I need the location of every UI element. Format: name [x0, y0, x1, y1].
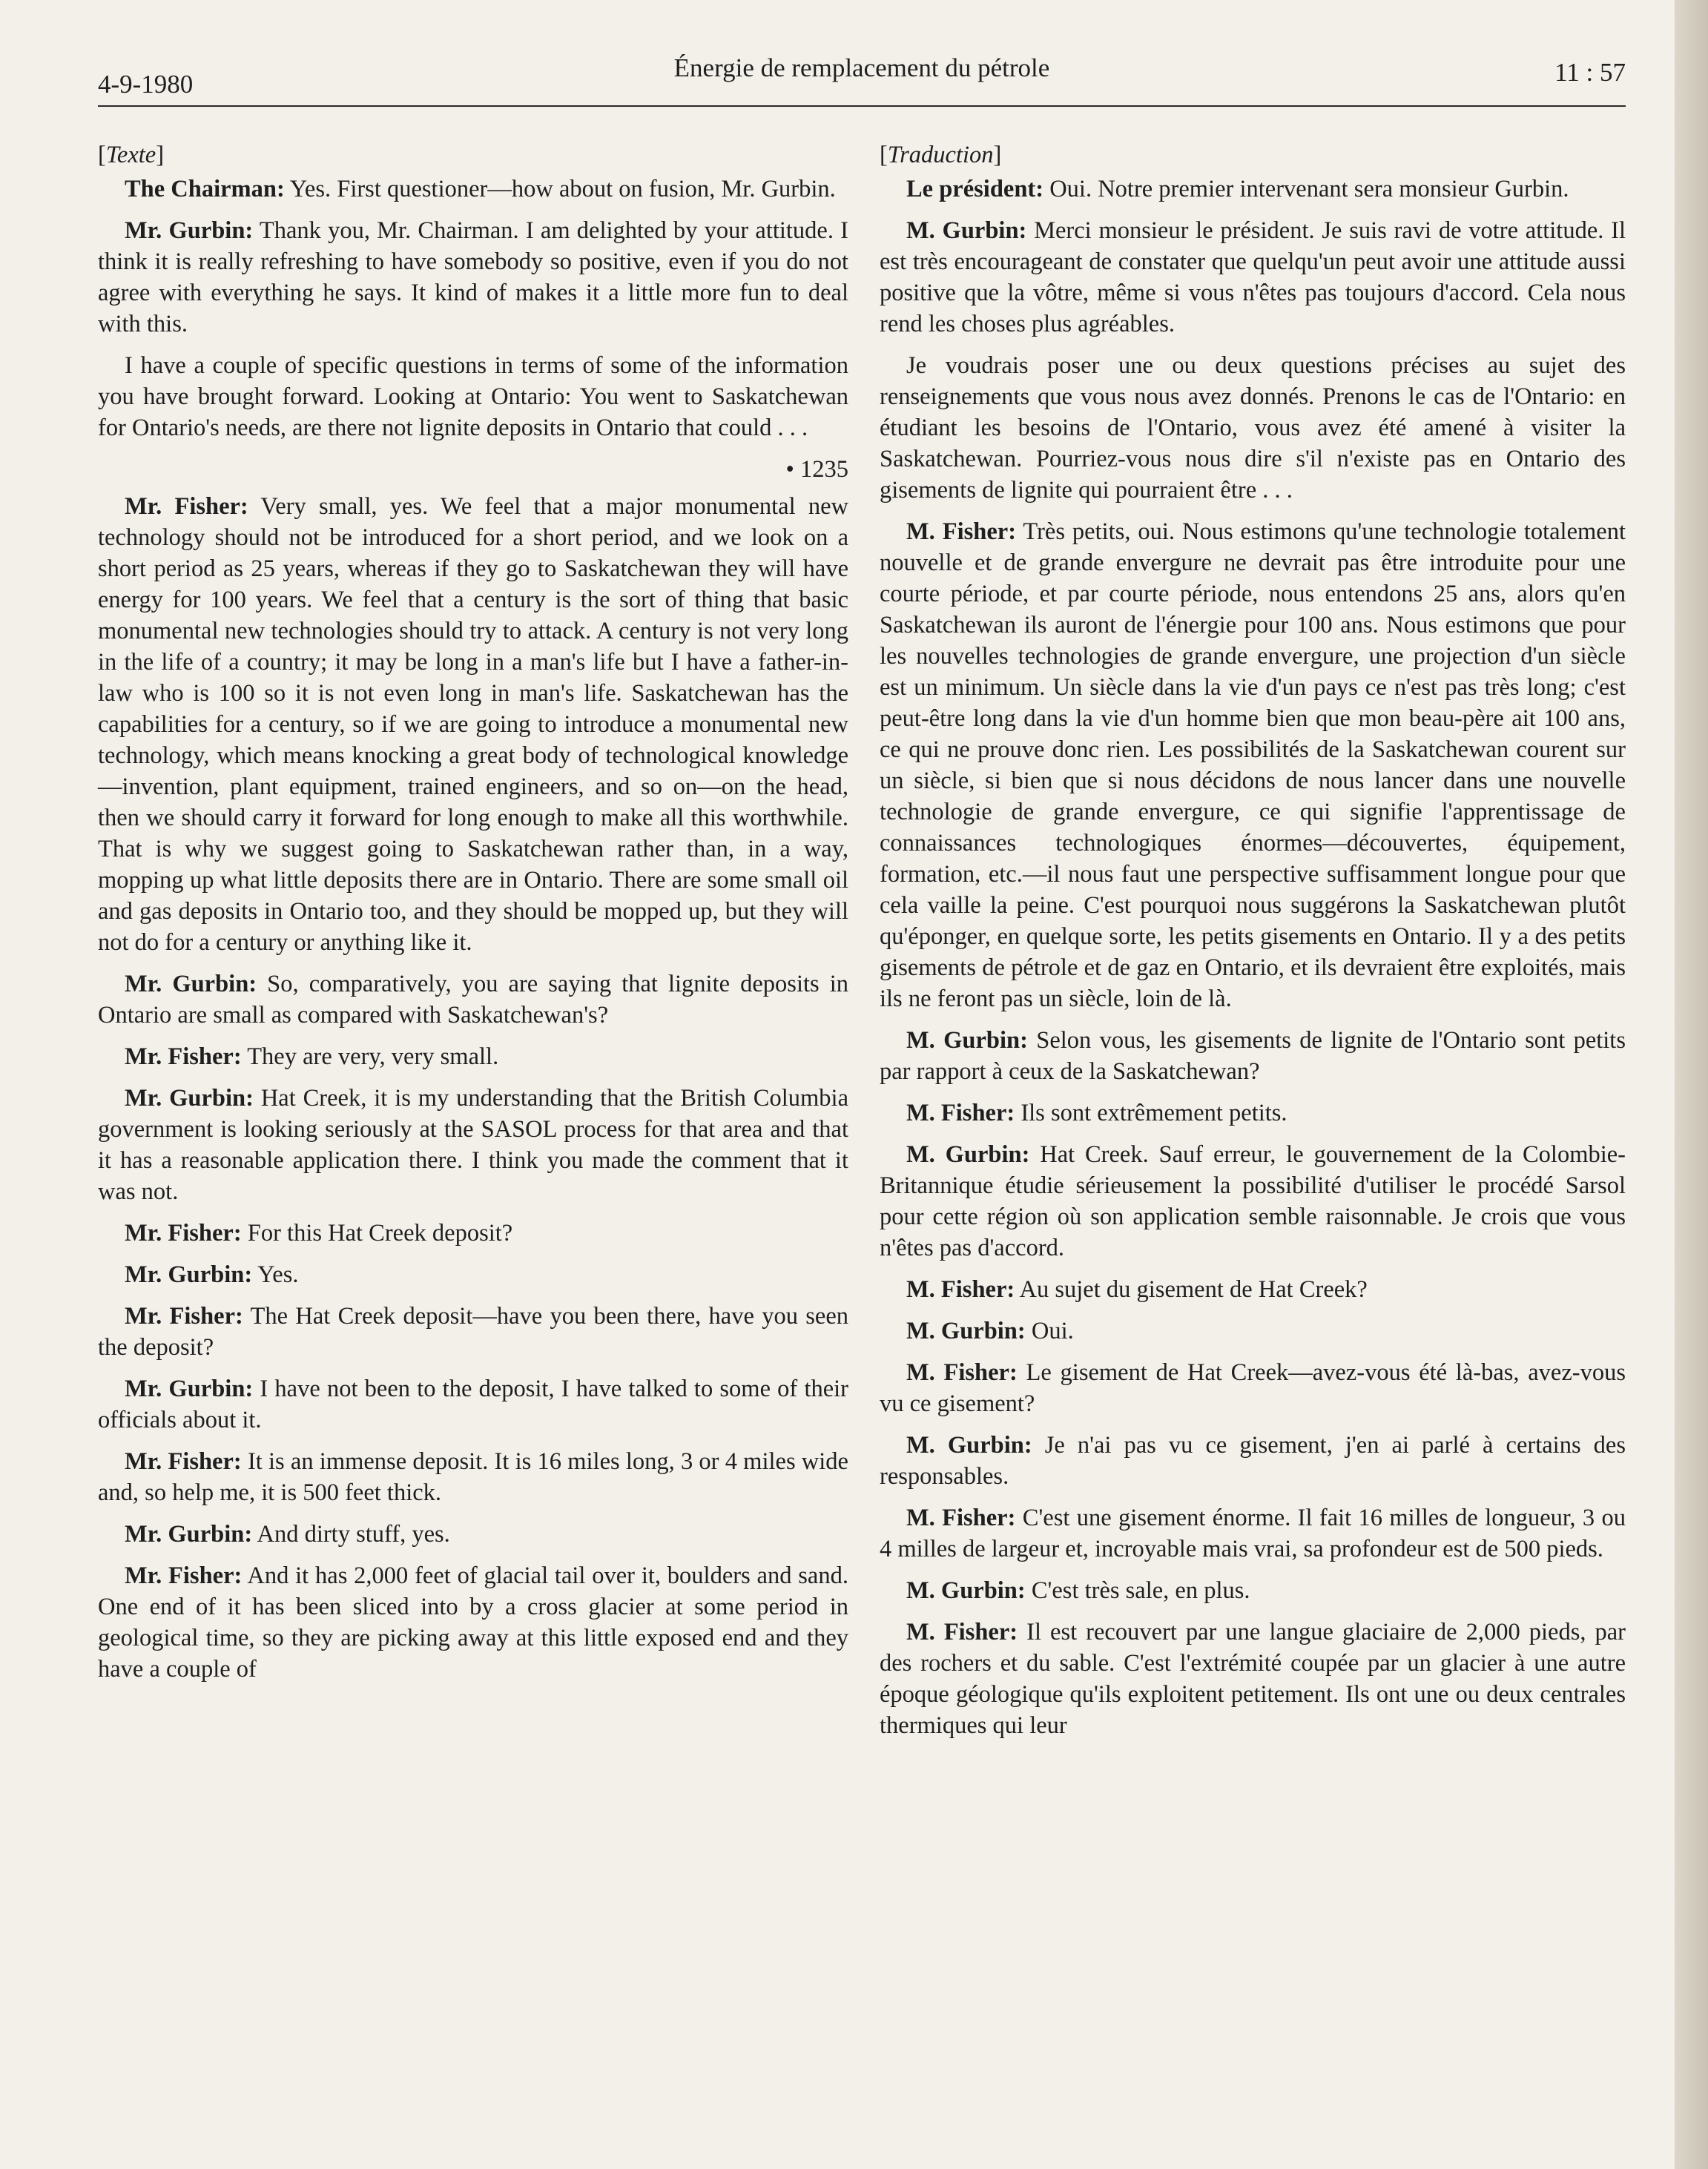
paragraph: I have a couple of specific questions in terms of some of the information you have brought forward. Looking at Ontario: You went to Saskatchewan for Ontario's needs, are there not lignite deposits in Ontario that could . . .	[98, 352, 848, 441]
paragraph: M. Fisher: Au sujet du gisement de Hat Creek?	[906, 1276, 1368, 1303]
paragraph: M. Fisher: Très petits, oui. Nous estimons qu'une technologie totalement nouvelle et de grande envergure ne devrait pas être introduite pour une courte période, et par courte période, nous entendons 25 ans, alors qu'en Saskatchewan ils auront de l'énergie pour 100 ans. Nous estimons que pour les nouvelles technologies de grande envergure, une projection d'un siècle est un minimum. Un siècle dans la vie d'un pays ce n'est pas très long; c'est peut-être long dans la vie d'un homme bien que mon beau-père ait 100 ans, ce qui ne prouve donc rien. Les possibilités de la Saskatchewan courent sur un siècle, si bien que si nous décidons de nous lancer dans une nouvelle technologie de grande envergure, ce qui signifie l'apprentissage de connaissances technologiques énormes—découvertes, équipement, formation, etc.—il nous faut une perspective suffisamment longue pour que cela vaille la peine. C'est pourquoi nous suggérons la Saskatchewan plutôt qu'éponger, en quelque sorte, les petits gisements en Ontario. Il y a des petits gisements de pétrole et de gaz en Ontario, et ils devraient être exploités, mais ils ne feront pas un siècle, loin de là.	[880, 518, 1626, 1012]
paragraph: Mr. Fisher: For this Hat Creek deposit?	[125, 1220, 513, 1247]
paragraph: Le président: Oui. Notre premier intervenant sera monsieur Gurbin.	[906, 176, 1569, 202]
paragraph: Mr. Fisher: Very small, yes. We feel that a major monumental new technology should not be introduced for a short period, and we look on a short period as 25 years, whereas if they go to Saskatchewan they will have energy for 100 years. We feel that a century is the sort of thing that basic monumental new technologies should try to attack. A century is not very long in the life of a country; it may be long in a man's life but I have a father-in-law who is 100 so it is not even long in man's life. Saskatchewan has the capabilities for a century, so if we are going to introduce a monumental new technology, which means knocking a great body of technological knowledge—invention, plant equipment, trained engineers, and so on—on the head, then we should carry it forward for long enough to make all this worthwhile. That is why we suggest going to Saskatchewan rather than, in a way, mopping up what little deposits there are in Ontario. There are some small oil and gas deposits in Ontario too, and they should be mopped up, but they will not do for a century or anything like it.	[98, 493, 848, 956]
header-date: 4-9-1980	[98, 70, 194, 99]
paragraph: Mr. Gurbin: So, comparatively, you are saying that lignite deposits in Ontario are small as compared with Saskatchewan's?	[98, 971, 849, 1029]
paragraph: M. Fisher: C'est une gisement énorme. Il fait 16 milles de longueur, 3 ou 4 milles de largeur et, incroyable mais vrai, sa profondeur est de 500 pieds.	[880, 1505, 1626, 1562]
french-paragraphs	[880, 174, 1626, 1741]
paragraph: M. Gurbin: Merci monsieur le président. Je suis ravi de votre attitude. Il est très encourageant de constater que quelqu'un peut avoir une attitude aussi positive que la vôtre, même si vous n'êtes pas toujours d'accord. Cela nous rend les choses plus agréables.	[880, 217, 1626, 337]
paragraph: M. Fisher: Il est recouvert par une langue glaciaire de 2,000 pieds, par des rochers et du sable. C'est l'extrémité coupée par un glacier à une autre époque géologique qu'ils exploitent petitement. Ils ont une ou deux centrales thermiques qui leur	[880, 1619, 1626, 1739]
page-edge	[1675, 0, 1708, 2169]
paragraph: M. Gurbin: Hat Creek. Sauf erreur, le gouvernement de la Colombie-Britannique étudie sérieusement la possibilité d'utiliser le procédé Sarsol pour cette région où son application semble raisonnable. Je crois que vous n'êtes pas d'accord.	[880, 1141, 1626, 1261]
paragraph: Mr. Gurbin: Yes.	[125, 1261, 299, 1288]
paragraph: Mr. Gurbin: And dirty stuff, yes.	[125, 1521, 450, 1548]
french-column	[880, 139, 1626, 1752]
paragraph: Je voudrais poser une ou deux questions précises au sujet des renseignements que vous nous avez donnés. Prenons le cas de l'Ontario: en étudiant les besoins de l'Ontario, vous avez été amené à visiter la Saskatchewan. Pourriez-vous nous dire s'il n'existe pas en Ontario des gisements de lignite qui pourraient être . . .	[880, 352, 1626, 504]
english-paragraphs-part-2	[98, 491, 848, 1685]
paragraph: M. Gurbin: Selon vous, les gisements de lignite de l'Ontario sont petits par rapport à ceux de la Saskatchewan?	[880, 1027, 1626, 1085]
english-column	[98, 139, 848, 1695]
paragraph: Mr. Gurbin: Thank you, Mr. Chairman. I am delighted by your attitude. I think it is really refreshing to have somebody so positive, even if you do not agree with everything he says. It kind of makes it a little more fun to deal with this.	[98, 217, 849, 337]
paragraph: M. Gurbin: Je n'ai pas vu ce gisement, j'en ai parlé à certains des responsables.	[880, 1432, 1626, 1490]
header-rule	[98, 105, 1626, 107]
paragraph: Mr. Fisher: It is an immense deposit. It is 16 miles long, 3 or 4 miles wide and, so help me, it is 500 feet thick.	[98, 1448, 848, 1506]
paragraph: M. Gurbin: Oui.	[906, 1318, 1074, 1344]
paragraph: Mr. Fisher: The Hat Creek deposit—have you been there, have you seen the deposit?	[98, 1303, 848, 1361]
header-title: Énergie de remplacement du pétrole	[673, 53, 1050, 82]
paragraph: Mr. Gurbin: Hat Creek, it is my understanding that the British Columbia government is looking seriously at the SASOL process for that area and that it has a reasonable application there. I think you made the comment that it was not.	[98, 1085, 848, 1205]
running-header	[98, 47, 1626, 99]
language-label: [Texte]	[98, 142, 165, 168]
time-marker: • 1235	[785, 456, 848, 483]
paragraph: Mr. Fisher: They are very, very small.	[125, 1043, 499, 1070]
paragraph: M. Fisher: Le gisement de Hat Creek—avez-vous été là-bas, avez-vous vu ce gisement?	[880, 1359, 1626, 1417]
paragraph: M. Fisher: Ils sont extrêmement petits.	[906, 1100, 1287, 1126]
paragraph: The Chairman: Yes. First questioner—how about on fusion, Mr. Gurbin.	[125, 176, 836, 202]
language-label: [Traduction]	[880, 142, 1002, 168]
english-paragraphs-part-1	[98, 174, 848, 443]
paragraph: Mr. Gurbin: I have not been to the deposit, I have talked to some of their officials about it.	[98, 1376, 848, 1433]
paragraph: M. Gurbin: C'est très sale, en plus.	[906, 1577, 1250, 1604]
header-page-number: 11 : 57	[1554, 58, 1626, 87]
paragraph: Mr. Fisher: And it has 2,000 feet of glacial tail over it, boulders and sand. One end of it has been sliced into by a cross glacier at some period in geological time, so they are picking away at this little exposed end and they have a couple of	[98, 1562, 848, 1683]
